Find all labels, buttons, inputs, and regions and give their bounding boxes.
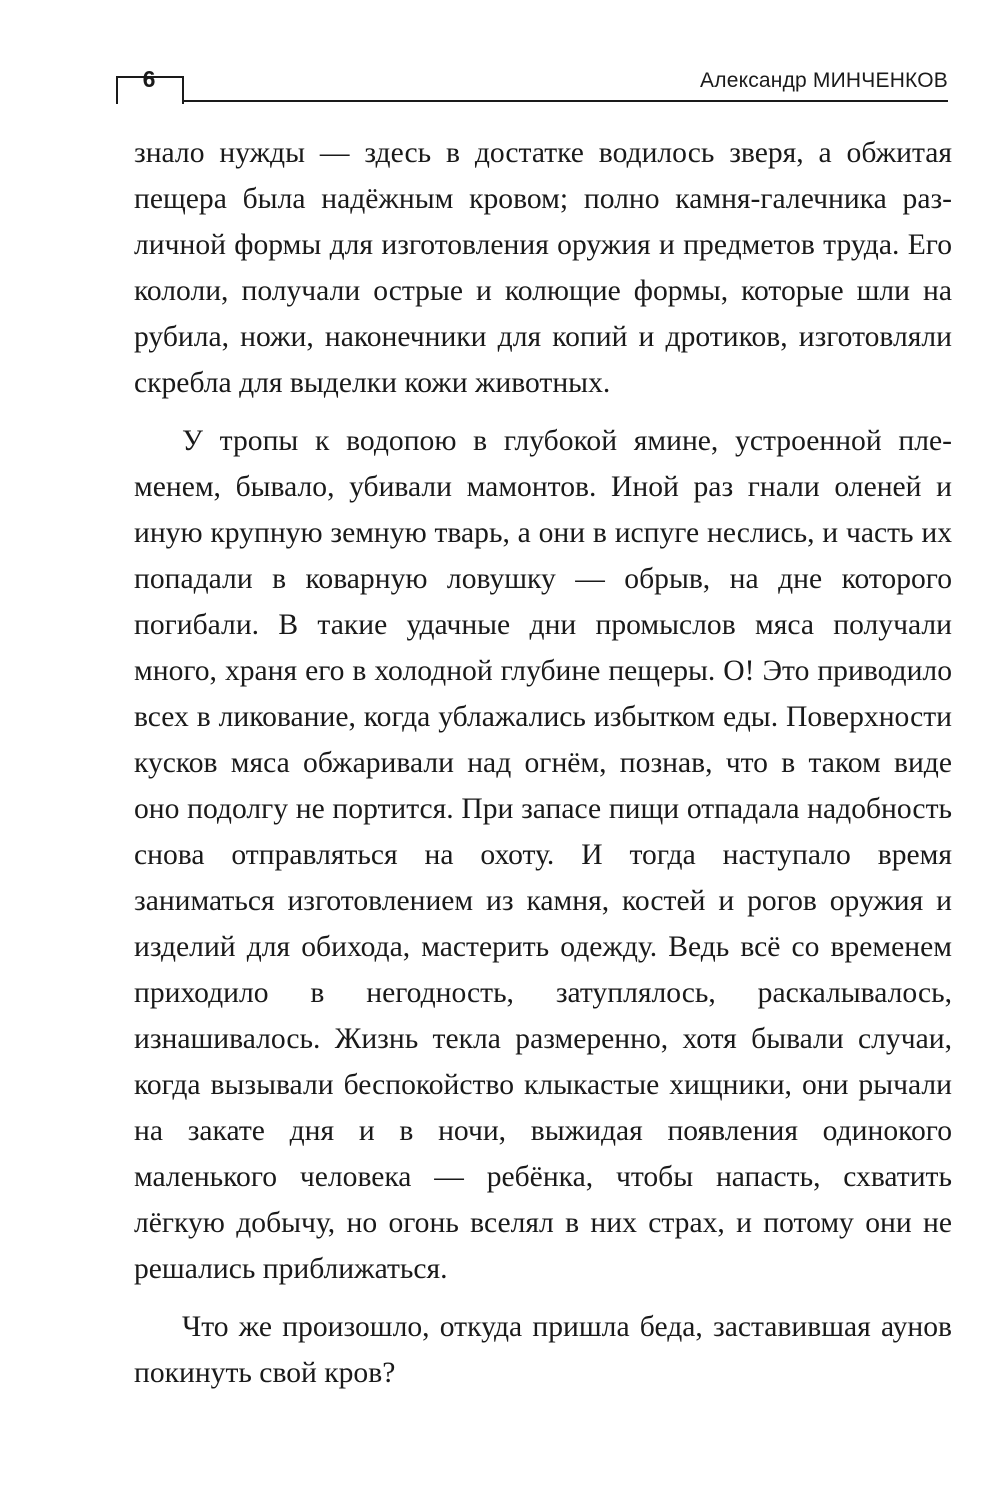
body-text bbox=[134, 130, 952, 1396]
paragraph-continued: знало нужды — здесь в достатке водилось зверя, а обжитая пещера была надёжным кровом; полно камня-галечника различной формы для изготовления оружия и предметов труда. Его кололи, получали острые и колющие формы, которые шли на рубила, ножи, наконечники для копий и дротиков, изготовляли скребла для выделки кожи животных. bbox=[134, 137, 952, 399]
author-name: Александр МИНЧЕНКОВ bbox=[700, 69, 948, 92]
paragraph-question: Что же произошло, откуда пришла беда, заставившая аунов покинуть свой кров? bbox=[134, 1311, 952, 1389]
header-rule bbox=[182, 100, 948, 102]
page-number: 6 bbox=[142, 66, 156, 92]
paragraph-hunting: У тропы к водопою в глубокой ямине, устроенной племенем, бывало, убивали мамонтов. Иной раз гнали оленей и иную крупную земную тварь, а они в испуге неслись, и часть их попадали в коварную ловушку — обрыв, на дне которого погибали. В такие удачные дни промыслов мяса получали много, храня его в холодной глубине пещеры. О! Это приводило всех в ликование, когда ублажались избытком еды. Поверхности кусков мяса обжаривали над огнём, познав, что в таком виде оно подолгу не портится. При запасе пищи отпадала надобность снова отправляться на охоту. И тогда наступало время заниматься изготовлением из камня, костей и рогов оружия и изделий для обихода, мастерить одежду. Ведь всё со временем приходило в негодность, затуплялось, раскалывалось, изнашивалось. Жизнь текла размеренно, хотя бывали случаи, когда вызывали беспокойство клыкастые хищники, они рычали на закате дня и в ночи, выжидая появления одинокого маленького человека — ребёнка, чтобы напасть, схватить лёгкую добычу, но огонь вселял в них страх, и потому они не решались приближаться. bbox=[134, 425, 952, 1285]
running-header bbox=[116, 66, 948, 104]
